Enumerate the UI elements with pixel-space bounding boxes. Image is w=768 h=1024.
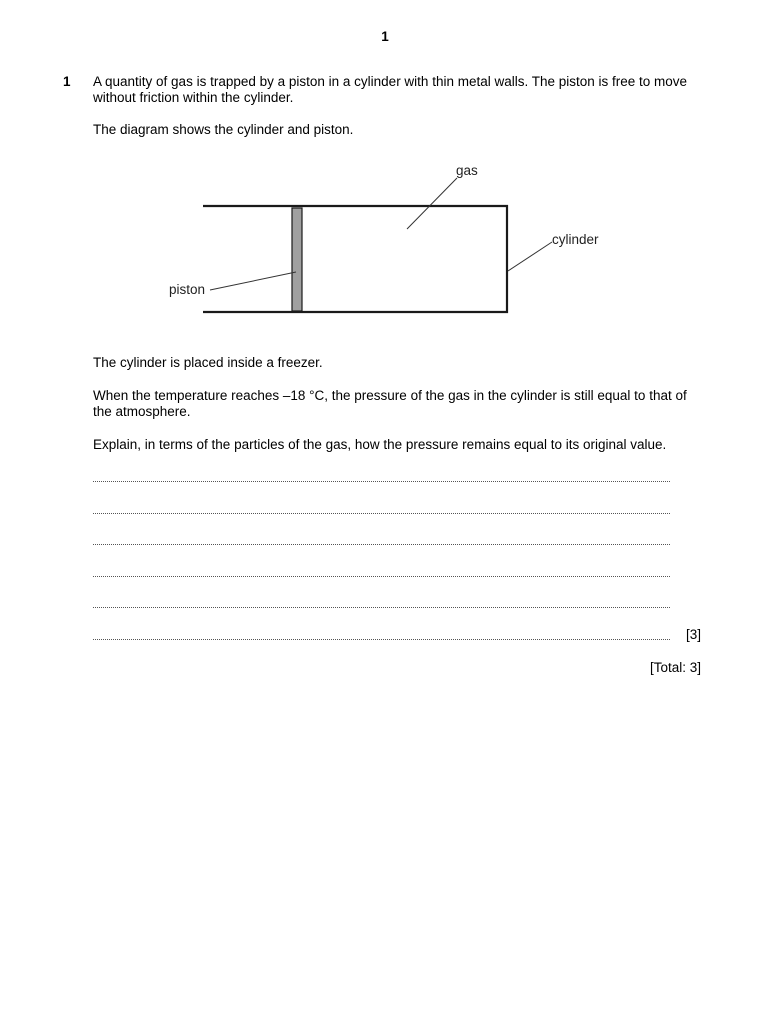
marks-allocation: [3] bbox=[686, 627, 702, 642]
question-intro: A quantity of gas is trapped by a piston in a cylinder with thin metal walls. The piston is free to move without friction within the cylinder. bbox=[93, 74, 688, 105]
answer-line-6[interactable] bbox=[93, 639, 670, 640]
answer-line-2[interactable] bbox=[93, 513, 670, 514]
cylinder-outline bbox=[203, 206, 507, 312]
answer-line-3[interactable] bbox=[93, 544, 670, 545]
piston-label: piston bbox=[169, 282, 206, 297]
diagram-caption: The diagram shows the cylinder and piston. bbox=[93, 122, 354, 137]
answer-line-1[interactable] bbox=[93, 481, 670, 482]
question-number: 1 bbox=[63, 74, 71, 89]
question-prompt: Explain, in terms of the particles of the gas, how the pressure remains equal to its original value. bbox=[93, 437, 667, 452]
page-number: 1 bbox=[381, 29, 389, 44]
gas-leader-line bbox=[407, 178, 457, 229]
piston-shape bbox=[292, 208, 302, 311]
total-marks: [Total: 3] bbox=[650, 660, 702, 675]
cylinder-label: cylinder bbox=[552, 232, 599, 247]
gas-label: gas bbox=[456, 163, 478, 178]
piston-leader-line bbox=[210, 272, 296, 290]
diagram-svg bbox=[160, 158, 620, 328]
freezer-text: The cylinder is placed inside a freezer. bbox=[93, 355, 323, 370]
temperature-text: When the temperature reaches –18 °C, the pressure of the gas in the cylinder is still equal to that of the atmosphere. bbox=[93, 388, 687, 419]
answer-line-4[interactable] bbox=[93, 576, 670, 577]
cylinder-leader-line bbox=[508, 242, 552, 271]
cylinder-piston-diagram bbox=[160, 158, 620, 328]
answer-line-5[interactable] bbox=[93, 607, 670, 608]
